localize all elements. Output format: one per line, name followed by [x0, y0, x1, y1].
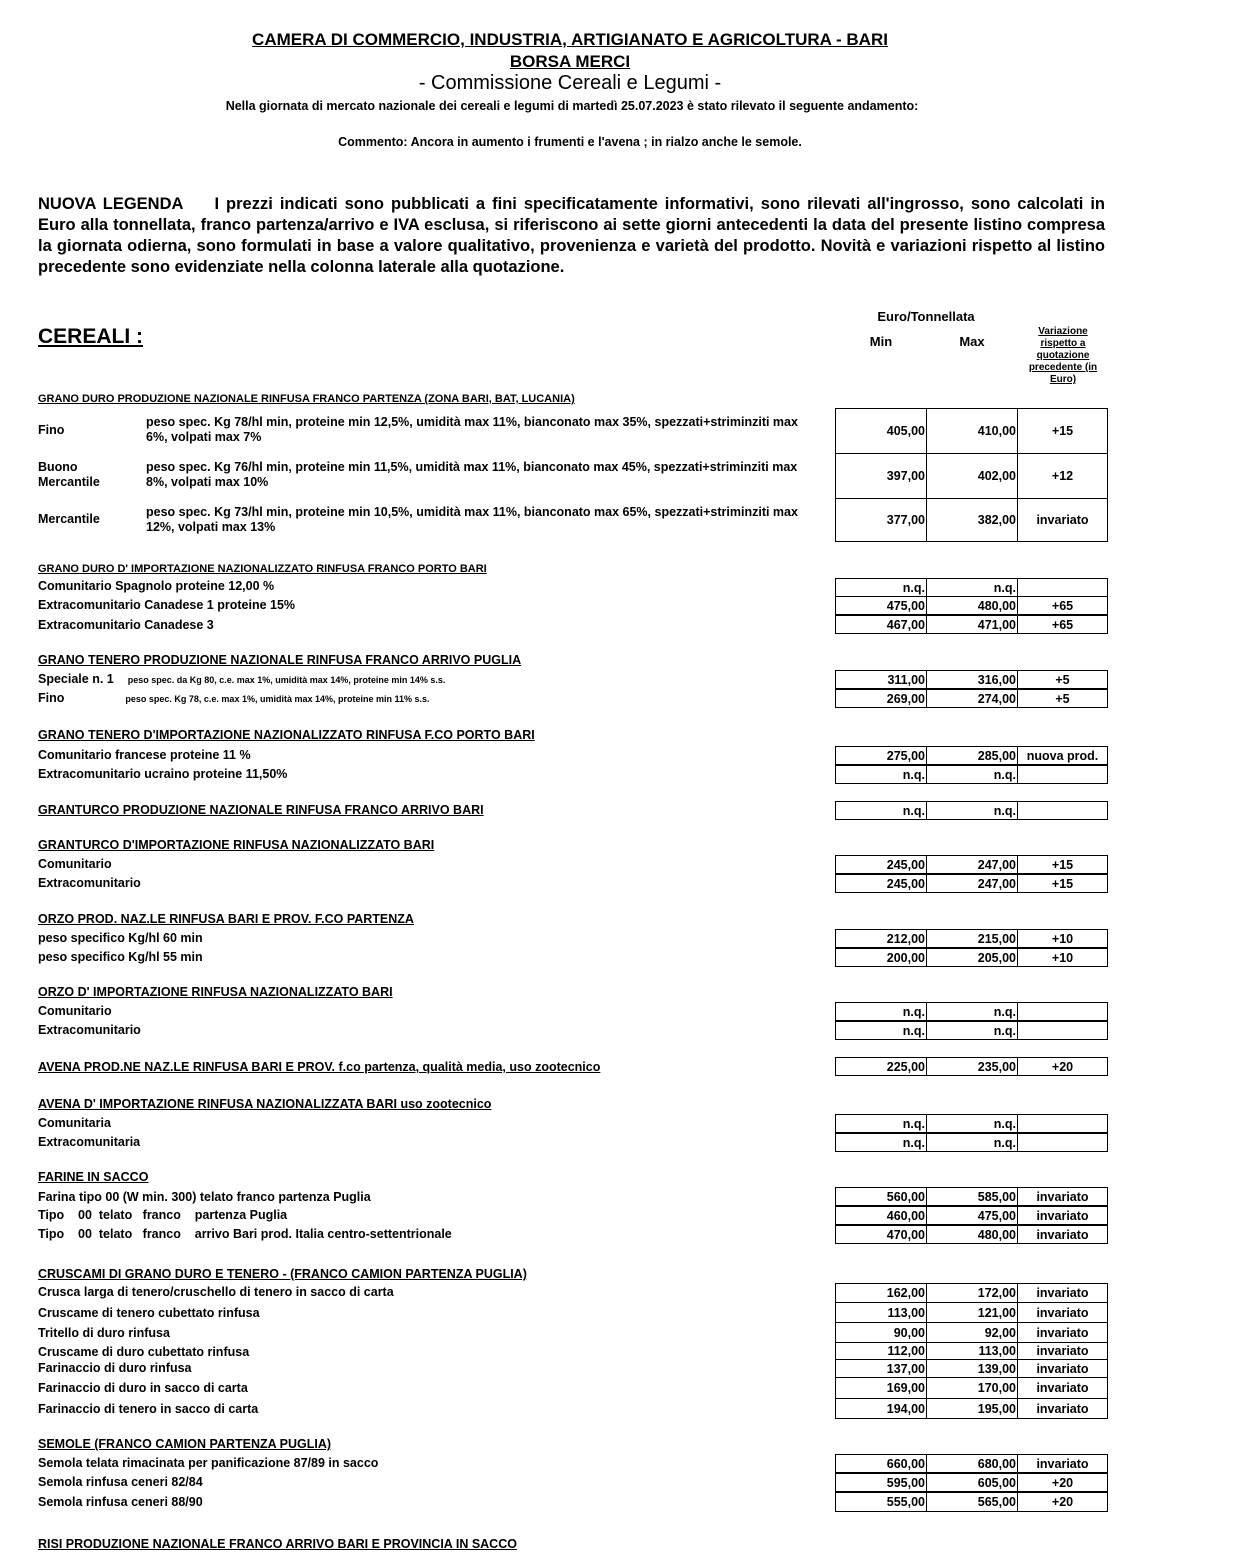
max-header: Max: [959, 334, 985, 349]
row-label: peso specifico Kg/hl 60 min: [38, 931, 203, 945]
price-min: 595,00: [835, 1473, 927, 1492]
section-title: ORZO D' IMPORTAZIONE RINFUSA NAZIONALIZZATO BARI: [38, 985, 393, 999]
row-label: Semola telata rimacinata per panificazione 87/89 in sacco: [38, 1456, 379, 1470]
row-label: Tipo 00 telato franco arrivo Bari prod. Italia centro-settentrionale: [38, 1227, 452, 1241]
row-label: Extracomunitario Canadese 3: [38, 618, 214, 632]
price-variation: invariato: [1017, 1377, 1108, 1399]
price-min: 245,00: [835, 855, 927, 874]
row-label: Fino: [38, 691, 65, 705]
price-variation: [1017, 1114, 1108, 1133]
price-min: 660,00: [835, 1454, 927, 1473]
price-min: n.q.: [835, 1002, 927, 1021]
row-label: Speciale n. 1: [38, 672, 114, 686]
price-variation: invariato: [1017, 1225, 1108, 1244]
price-min: n.q.: [835, 1133, 927, 1152]
price-max: 170,00: [926, 1377, 1018, 1399]
price-max: n.q.: [926, 1133, 1018, 1152]
row-label: Comunitaria: [38, 1116, 111, 1130]
price-variation: +20: [1017, 1473, 1108, 1492]
section-title: GRANO TENERO D'IMPORTAZIONE NAZIONALIZZATO RINFUSA F.CO PORTO BARI: [38, 728, 535, 742]
price-variation: +5: [1017, 689, 1108, 708]
price-variation: nuova prod.: [1017, 746, 1108, 765]
price-variation: invariato: [1017, 1322, 1108, 1343]
price-max: n.q.: [926, 765, 1018, 784]
row-label: Farinaccio di duro in sacco di carta: [38, 1381, 248, 1395]
section-title-tail: f.co partenza, qualità media, uso zootecnico: [335, 1060, 601, 1074]
row-label: Comunitario Spagnolo proteine 12,00 %: [38, 579, 275, 593]
row-label: Farina tipo 00 (W min. 300) telato franco partenza Puglia: [38, 1190, 371, 1204]
price-max: 274,00: [926, 689, 1018, 708]
row-label: Extracomunitaria: [38, 1135, 141, 1149]
price-max: 121,00: [926, 1302, 1018, 1323]
price-min: 405,00: [835, 408, 927, 454]
price-max: 285,00: [926, 746, 1018, 765]
price-min: 560,00: [835, 1187, 927, 1206]
price-min: 275,00: [835, 746, 927, 765]
row-note: peso spec. Kg 78, c.e. max 1%, umidità max 14%, proteine min 11% s.s.: [125, 694, 430, 704]
price-max: 410,00: [926, 408, 1018, 454]
variation-header: Variazione rispetto a quotazione precedente (in Euro): [1028, 326, 1098, 385]
price-variation: +5: [1017, 670, 1108, 689]
row-label: Comunitario francese proteine 11 %: [38, 748, 251, 762]
price-min: 311,00: [835, 670, 927, 689]
price-max: 92,00: [926, 1322, 1018, 1343]
price-max: n.q.: [926, 801, 1018, 820]
price-min: 475,00: [835, 596, 927, 615]
row-label: Cruscame di duro cubettato rinfusa: [38, 1345, 250, 1359]
section-title: SEMOLE (FRANCO CAMION PARTENZA PUGLIA): [38, 1437, 332, 1451]
price-variation: invariato: [1017, 1398, 1108, 1419]
price-max: 215,00: [926, 929, 1018, 948]
row-label: Extracomunitario ucraino proteine 11,50%: [38, 767, 288, 781]
price-min: 245,00: [835, 874, 927, 893]
price-variation: +10: [1017, 948, 1108, 967]
row-label: Semola rinfusa ceneri 88/90: [38, 1495, 203, 1509]
price-min: 212,00: [835, 929, 927, 948]
price-max: n.q.: [926, 1114, 1018, 1133]
row-label: Tipo 00 telato franco partenza Puglia: [38, 1208, 288, 1222]
row-label: Extracomunitario Canadese 1 proteine 15%: [38, 598, 296, 612]
price-max: 382,00: [926, 498, 1018, 542]
price-max: n.q.: [926, 1021, 1018, 1040]
price-min: n.q.: [835, 801, 927, 820]
price-max: 205,00: [926, 948, 1018, 967]
price-max: 316,00: [926, 670, 1018, 689]
price-min: 113,00: [835, 1302, 927, 1323]
section-title: GRANO TENERO PRODUZIONE NAZIONALE RINFUSA FRANCO ARRIVO PUGLIA: [38, 653, 522, 667]
price-variation: [1017, 1021, 1108, 1040]
section-title: RISI PRODUZIONE NAZIONALE FRANCO ARRIVO BARI E PROVINCIA IN SACCO: [38, 1537, 517, 1551]
row-description: peso spec. Kg 78/hl min, proteine min 12,5%, umidità max 11%, bianconato max 35%, spezzati+striminziti max 6%, volpati max 7%: [146, 415, 798, 444]
commission-title: - Commissione Cereali e Legumi -: [418, 72, 722, 94]
intro-text: Nella giornata di mercato nazionale dei cereali e legumi di martedì 25.07.2023 è stato rilevato il seguente andamento:: [225, 99, 919, 113]
row-label: peso specifico Kg/hl 55 min: [38, 950, 203, 964]
price-min: 555,00: [835, 1492, 927, 1512]
legend-block: [38, 194, 1105, 278]
price-max: 139,00: [926, 1359, 1018, 1378]
chamber-title: CAMERA DI COMMERCIO, INDUSTRIA, ARTIGIANATO E AGRICOLTURA - BARI: [252, 30, 888, 49]
price-variation: +12: [1017, 453, 1108, 499]
section-title: ORZO PROD. NAZ.LE RINFUSA BARI E PROV. F.CO PARTENZA: [38, 912, 414, 926]
price-variation: +65: [1017, 615, 1108, 634]
price-min: n.q.: [835, 1021, 927, 1040]
price-variation: invariato: [1017, 1206, 1108, 1225]
row-label: Farinaccio di tenero in sacco di carta: [38, 1402, 259, 1416]
min-header: Min: [869, 334, 893, 349]
section-title: CRUSCAMI DI GRANO DURO E TENERO - (FRANCO CAMION PARTENZA PUGLIA): [38, 1267, 527, 1281]
row-description: peso spec. Kg 73/hl min, proteine min 10,5%, umidità max 11%, bianconato max 65%, spezzati+striminziti max 12%, volpati max 13%: [146, 505, 798, 534]
row-label: Cruscame di tenero cubettato rinfusa: [38, 1306, 260, 1320]
price-max: 235,00: [926, 1057, 1018, 1076]
price-min: 90,00: [835, 1322, 927, 1343]
row-description: peso spec. Kg 76/hl min, proteine min 11,5%, umidità max 11%, bianconato max 45%, spezzati+striminziti max 8%, volpati max 10%: [146, 460, 798, 489]
price-variation: [1017, 801, 1108, 820]
price-variation: [1017, 578, 1108, 597]
row-label: Comunitario: [38, 857, 112, 871]
price-variation: +15: [1017, 408, 1108, 454]
price-variation: invariato: [1017, 1342, 1108, 1360]
price-max: 565,00: [926, 1492, 1018, 1512]
price-max: 195,00: [926, 1398, 1018, 1419]
price-variation: invariato: [1017, 1359, 1108, 1378]
price-variation: +15: [1017, 874, 1108, 893]
section-title: FARINE IN SACCO: [38, 1170, 149, 1184]
price-variation: [1017, 1133, 1108, 1152]
price-variation: [1017, 765, 1108, 784]
legend-title: NUOVA LEGENDA: [38, 195, 184, 213]
row-label: Fino: [38, 423, 65, 437]
row-label: Farinaccio di duro rinfusa: [38, 1361, 192, 1375]
price-variation: invariato: [1017, 1283, 1108, 1303]
price-variation: [1017, 1002, 1108, 1021]
unit-header: Euro/Tonnellata: [877, 309, 975, 324]
price-variation: invariato: [1017, 1302, 1108, 1323]
price-max: 475,00: [926, 1206, 1018, 1225]
price-max: 605,00: [926, 1473, 1018, 1492]
market-comment: Commento: Ancora in aumento i frumenti e l'avena ; in rialzo anche le semole.: [338, 135, 802, 149]
price-max: 113,00: [926, 1342, 1018, 1360]
price-max: 480,00: [926, 596, 1018, 615]
row-label: Extracomunitario: [38, 876, 141, 890]
cereali-heading: CEREALI :: [38, 325, 143, 348]
price-max: 247,00: [926, 874, 1018, 893]
price-min: 269,00: [835, 689, 927, 708]
row-note: peso spec. da Kg 80, c.e. max 1%, umidità max 14%, proteine min 14% s.s.: [127, 675, 446, 685]
price-max: 585,00: [926, 1187, 1018, 1206]
price-variation: invariato: [1017, 498, 1108, 542]
price-min: 467,00: [835, 615, 927, 634]
price-min: 169,00: [835, 1377, 927, 1399]
row-label: Crusca larga di tenero/cruschello di tenero in sacco di carta: [38, 1285, 394, 1299]
price-min: 112,00: [835, 1342, 927, 1360]
price-variation: invariato: [1017, 1187, 1108, 1206]
section-title: GRANO DURO D' IMPORTAZIONE NAZIONALIZZATO RINFUSA FRANCO PORTO BARI: [38, 563, 487, 575]
section-title: AVENA PROD.NE NAZ.LE RINFUSA BARI E PROV.: [38, 1060, 336, 1074]
row-label: Comunitario: [38, 1004, 112, 1018]
price-max: 172,00: [926, 1283, 1018, 1303]
price-min: 397,00: [835, 453, 927, 499]
price-max: 680,00: [926, 1454, 1018, 1473]
section-title: GRANTURCO D'IMPORTAZIONE RINFUSA NAZIONALIZZATO BARI: [38, 838, 435, 852]
row-label: Semola rinfusa ceneri 82/84: [38, 1475, 203, 1489]
price-variation: +20: [1017, 1492, 1108, 1512]
legend-text: I prezzi indicati sono pubblicati a fini specificatamente informativi, sono rilevati all'ingrosso, sono calcolati in Euro alla tonnellata, franco partenza/arrivo e IVA esclusa, si riferiscono ai sette giorni antecedenti la data del presente listino compresa la giornata odierna, sono formulati in base a valore qualitativo, provenienza e varietà del prodotto. Novità e variazioni rispetto al listino precedente sono evidenziate nella colonna laterale alla quotazione.: [38, 195, 1105, 276]
section-title: GRANTURCO PRODUZIONE NAZIONALE RINFUSA FRANCO ARRIVO BARI: [38, 803, 484, 817]
price-max: 471,00: [926, 615, 1018, 634]
price-variation: +20: [1017, 1057, 1108, 1076]
row-label: Tritello di duro rinfusa: [38, 1326, 170, 1340]
price-min: n.q.: [835, 1114, 927, 1133]
row-label: Buono Mercantile: [38, 460, 100, 489]
row-label: Mercantile: [38, 512, 100, 526]
price-min: n.q.: [835, 765, 927, 784]
section-title: GRANO DURO PRODUZIONE NAZIONALE RINFUSA FRANCO PARTENZA (ZONA BARI, BAT, LUCANIA): [38, 393, 575, 405]
price-max: 402,00: [926, 453, 1018, 499]
price-max: 247,00: [926, 855, 1018, 874]
price-variation: invariato: [1017, 1454, 1108, 1473]
price-min: 137,00: [835, 1359, 927, 1378]
row-label: Extracomunitario: [38, 1023, 141, 1037]
price-min: 377,00: [835, 498, 927, 542]
price-variation: +10: [1017, 929, 1108, 948]
price-variation: +15: [1017, 855, 1108, 874]
price-min: 194,00: [835, 1398, 927, 1419]
exchange-title: BORSA MERCI: [509, 52, 631, 71]
price-max: 480,00: [926, 1225, 1018, 1244]
price-max: n.q.: [926, 578, 1018, 597]
price-variation: +65: [1017, 596, 1108, 615]
price-min: 460,00: [835, 1206, 927, 1225]
price-min: 162,00: [835, 1283, 927, 1303]
price-min: 470,00: [835, 1225, 927, 1244]
price-min: 225,00: [835, 1057, 927, 1076]
price-min: 200,00: [835, 948, 927, 967]
price-max: n.q.: [926, 1002, 1018, 1021]
price-min: n.q.: [835, 578, 927, 597]
section-title: AVENA D' IMPORTAZIONE RINFUSA NAZIONALIZZATA BARI uso zootecnico: [38, 1097, 492, 1111]
